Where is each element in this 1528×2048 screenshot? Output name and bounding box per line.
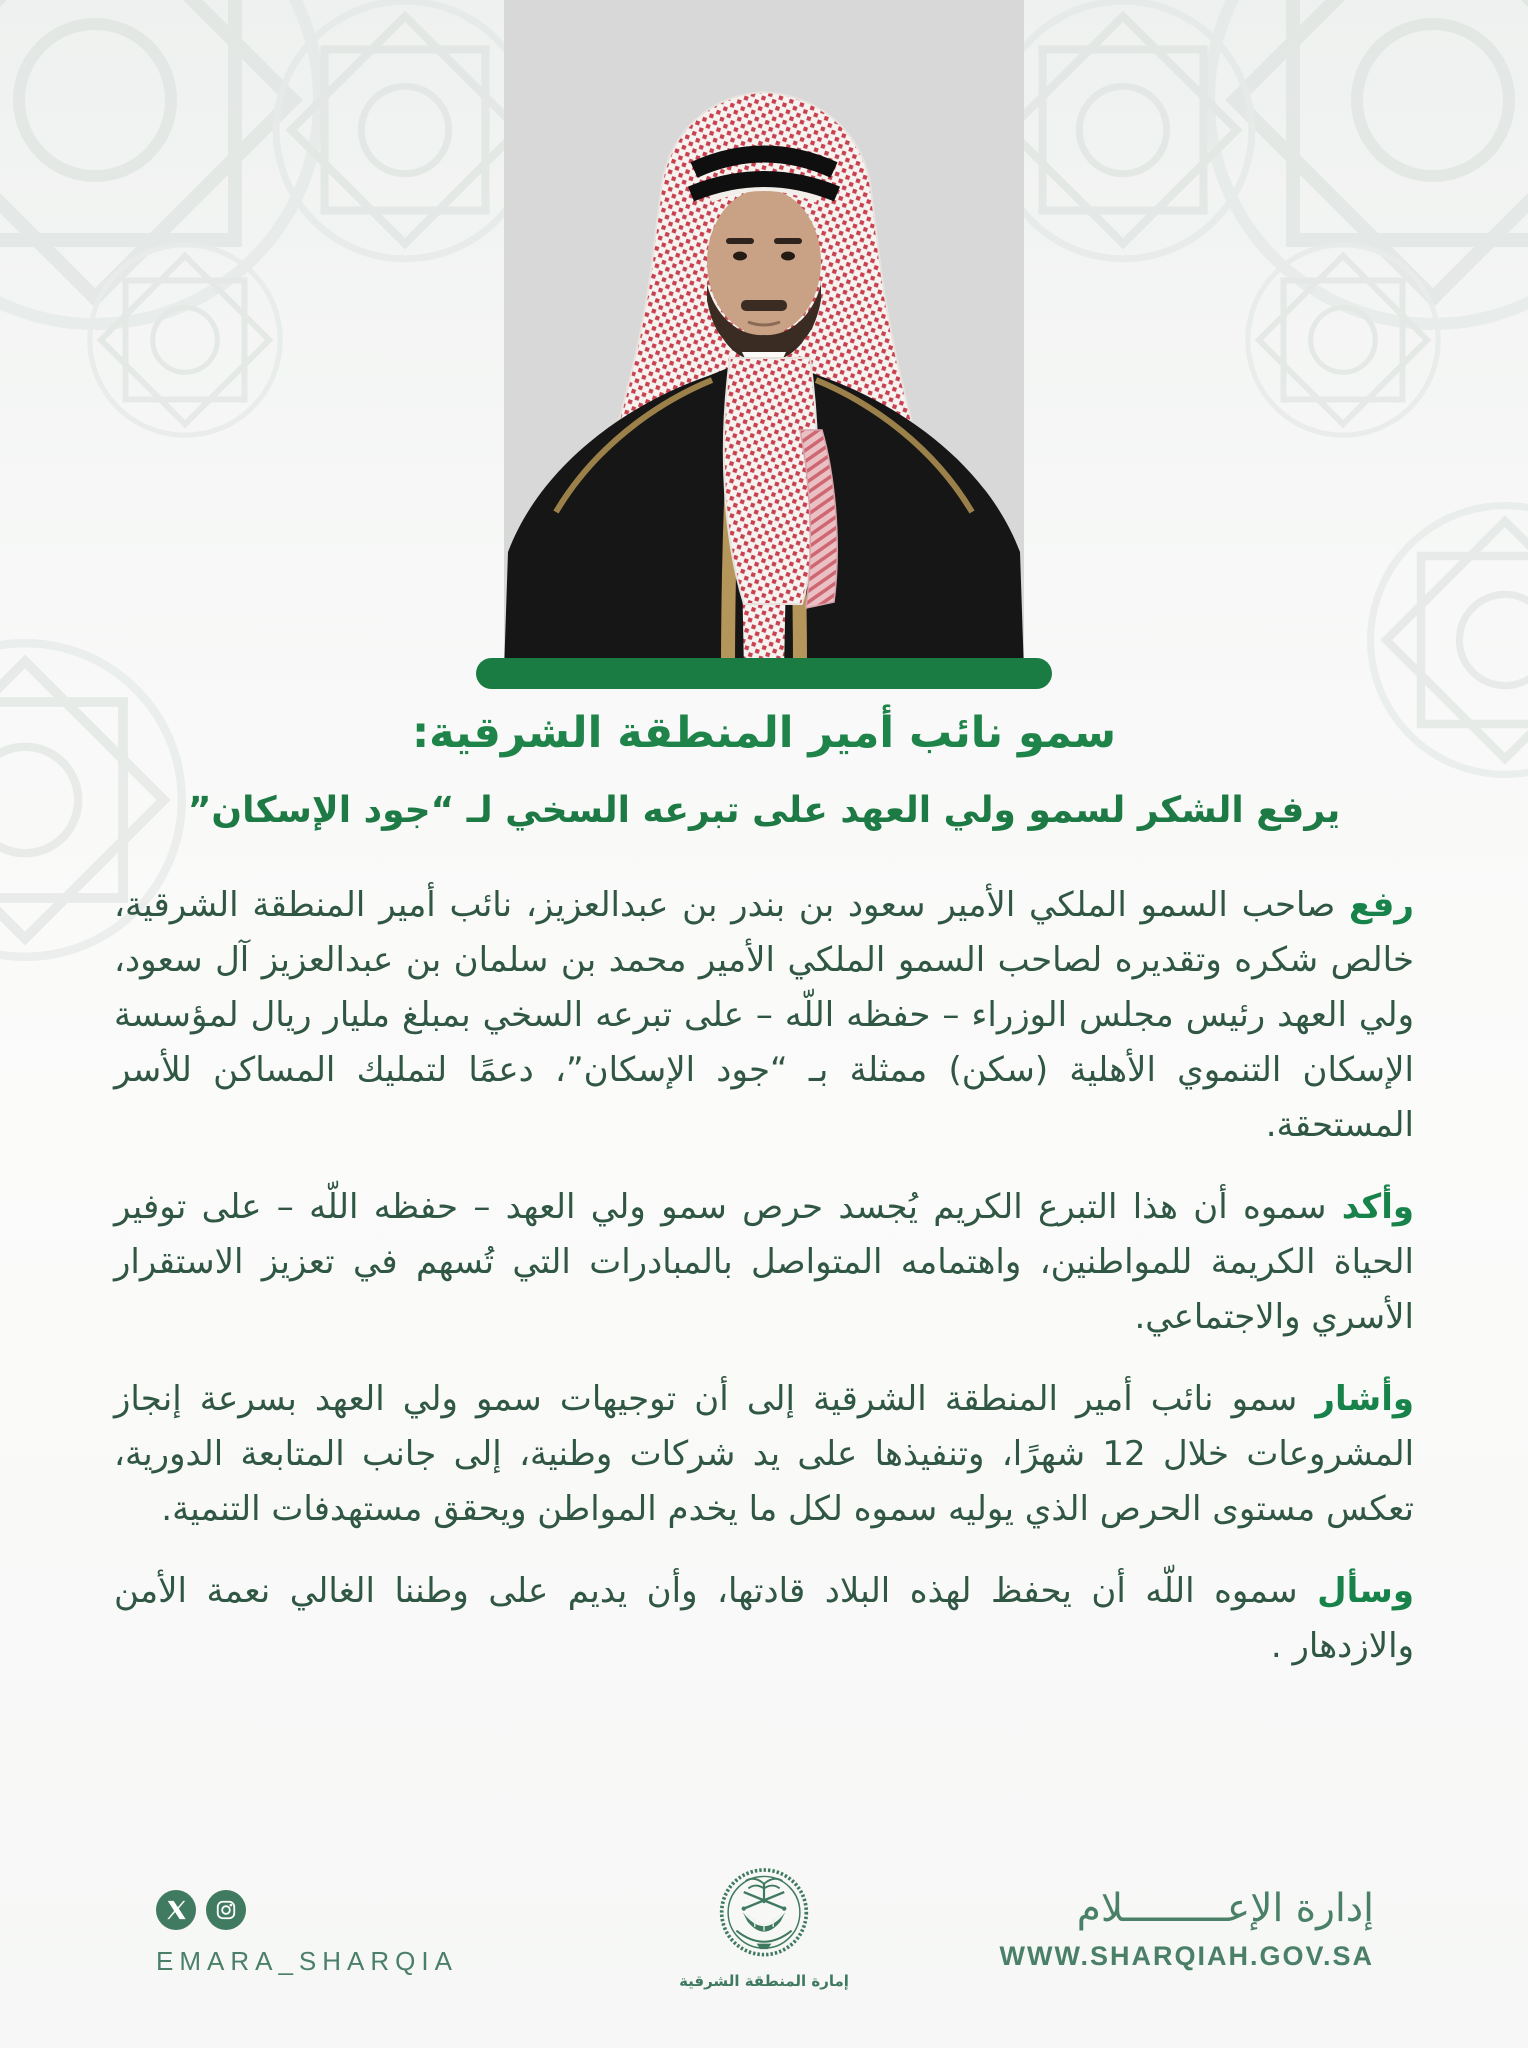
- body-paragraph: [114, 1180, 1414, 1345]
- body-paragraph: [114, 1564, 1414, 1674]
- emirate-logo-icon: [718, 1866, 810, 1966]
- paragraph-lead: وأكد: [1341, 1187, 1414, 1227]
- paragraph-text: سموه أن هذا التبرع الكريم يُجسد حرص سمو ولي العهد – حفظه اللّه – على توفير الحياة الكريمة للمواطنين، واهتمامه المتواصل بالمبادرات التي تُسهم في تعزيز الاستقرار الأسري والاجتماعي.: [114, 1187, 1414, 1337]
- body-paragraph: [114, 878, 1414, 1153]
- website-url[interactable]: WWW.SHARQIAH.GOV.SA: [999, 1940, 1374, 1971]
- paragraph-text: سموه اللّه أن يحفظ لهذه البلاد قادتها، وأن يديم على وطننا الغالي نعمة الأمن والازدهار .: [114, 1571, 1414, 1666]
- body-paragraph: [114, 1372, 1414, 1537]
- paragraph-lead: رفع: [1348, 885, 1414, 925]
- paragraph-text: صاحب السمو الملكي الأمير سعود بن بندر بن عبدالعزيز، نائب أمير المنطقة الشرقية، خالص شكره وتقديره لصاحب السمو الملكي الأمير محمد بن سلمان بن عبدالعزيز آل سعود، ولي العهد رئيس مجلس الوزراء – حفظه اللّه – على تبرعه السخي بمبلغ مليار ريال لمؤسسة الإسكان التنموي الأهلية (سكن) ممثلة بـ “جود الإسكان”، دعمًا لتمليك المساكن للأسر المستحقة.: [114, 885, 1414, 1145]
- emblem-caption: إمارة المنطقة الشرقية: [679, 1972, 849, 1990]
- media-department-title: إدارة الإعـــــــــلام: [1076, 1886, 1374, 1931]
- green-divider-bar: [476, 658, 1052, 689]
- paragraph-lead: وسأل: [1317, 1571, 1414, 1611]
- footer: [0, 1858, 1528, 2048]
- prince-portrait-photo: [504, 0, 1024, 672]
- paragraph-lead: وأشار: [1315, 1379, 1414, 1419]
- article-body: [114, 878, 1414, 1701]
- paragraph-text: سمو نائب أمير المنطقة الشرقية إلى أن توجيهات سمو ولي العهد بسرعة إنجاز المشروعات خلال 12 شهرًا، وتنفيذها على يد شركات وطنية، إلى جانب المتابعة الدورية، تعكس مستوى الحرص الذي يوليه سموه لكل ما يخدم المواطن ويحقق مستهدفات التنمية.: [114, 1379, 1415, 1529]
- headline: سمو نائب أمير المنطقة الشرقية:: [411, 708, 1117, 758]
- subheadline: يرفع الشكر لسمو ولي العهد على تبرعه السخي لـ “جود الإسكان”: [187, 790, 1341, 831]
- media-department-block: [999, 1888, 1374, 1972]
- social-handle[interactable]: EMARA_SHARQIA: [156, 1946, 458, 1976]
